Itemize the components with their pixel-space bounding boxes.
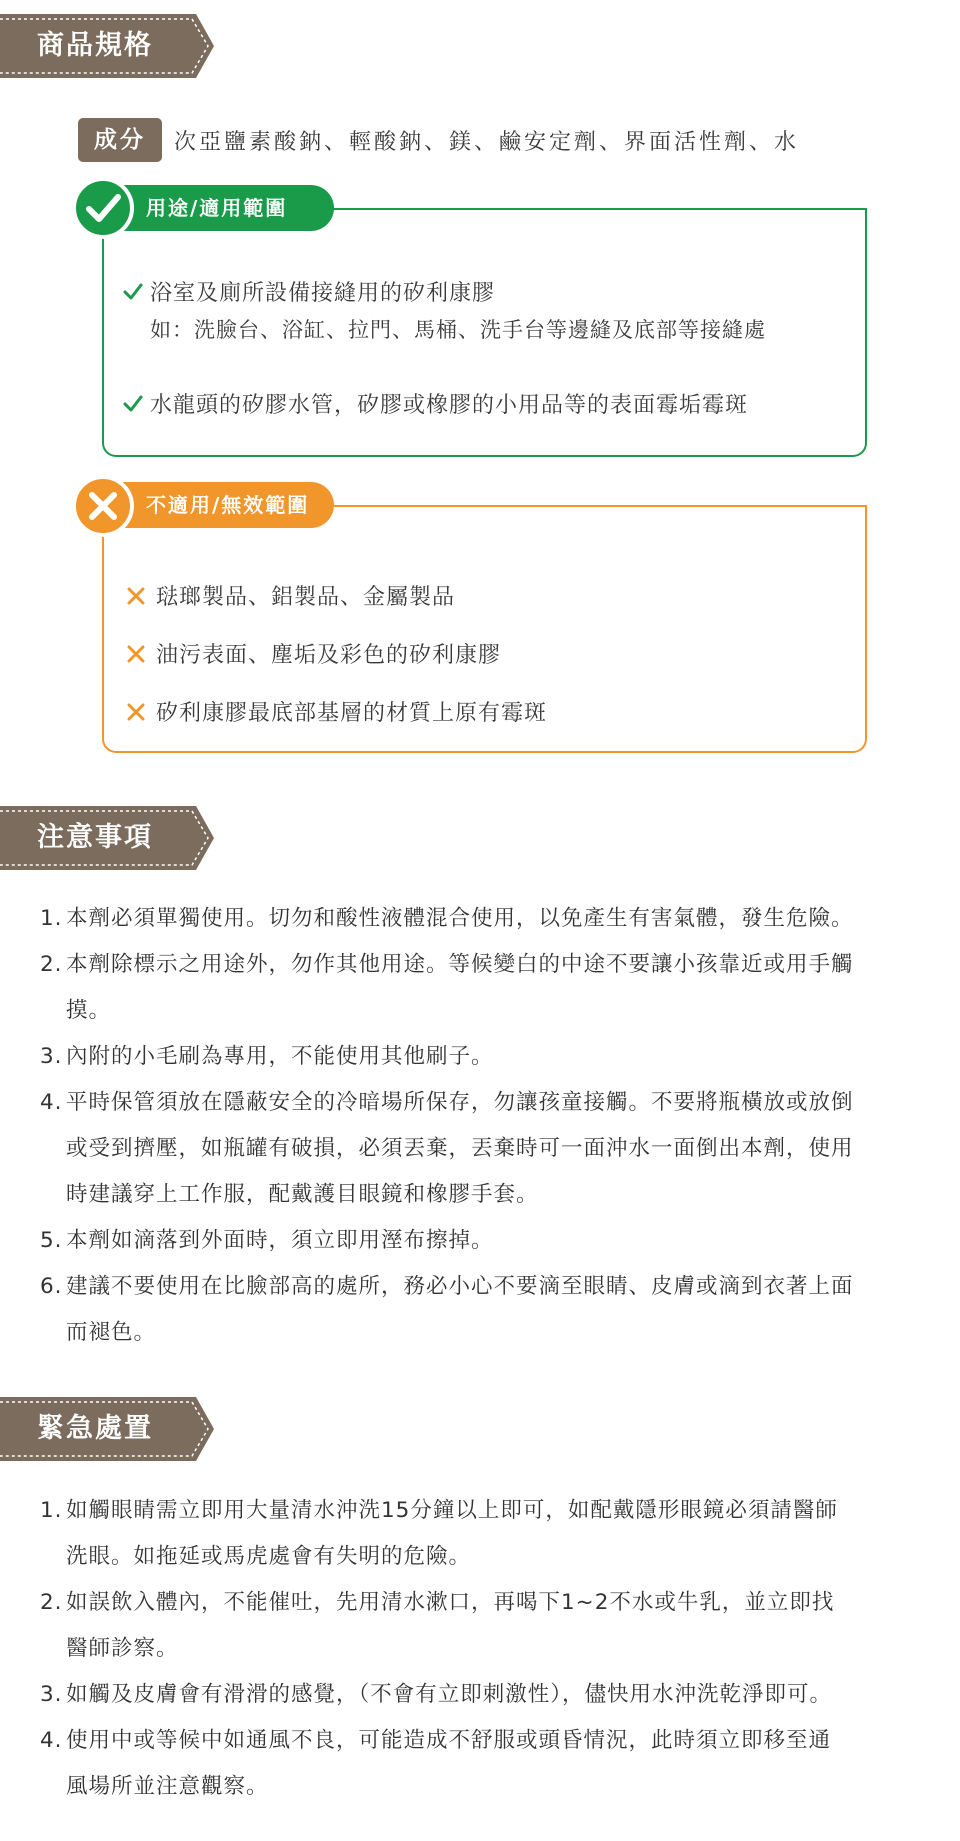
applicable-item-1-line2: 如：洗臉台、浴缸、拉門、馬桶、洗手台等邊縫及底部等接縫處 (150, 318, 766, 342)
check-mark-icon (122, 392, 144, 414)
applicable-item-1-line1: 浴室及廁所設備接縫用的矽利康膠 (150, 281, 496, 306)
emergency-num: 3. (40, 1682, 63, 1707)
not-applicable-box-top-border (300, 505, 867, 507)
cross-mark-icon (125, 585, 147, 607)
emergency-section-title: 緊急處置 (37, 1413, 153, 1444)
caution-item-1 (40, 896, 940, 942)
emergency-text: 如觸眼睛需立即用大量清水沖洗15分鐘以上即可，如配戴隱形眼鏡必須請醫師 (66, 1498, 838, 1523)
spec-section-title: 商品規格 (37, 30, 153, 61)
not-applicable-item-3: 矽利康膠最底部基層的材質上原有霉斑 (156, 701, 548, 726)
emergency-item-3 (40, 1672, 940, 1718)
caution-text: 建議不要使用在比臉部高的處所，務必小心不要滴至眼睛、皮膚或滴到衣著上面 (66, 1274, 854, 1299)
caution-text: 本劑除標示之用途外，勿作其他用途。等候變白的中途不要讓小孩靠近或用手觸 (66, 952, 854, 977)
emergency-text: 如觸及皮膚會有滑滑的感覺，（不會有立即刺激性），儘快用水沖洗乾淨即可。 (66, 1682, 833, 1707)
emergency-item-2 (40, 1580, 940, 1672)
applicable-item-2: 水龍頭的矽膠水管，矽膠或橡膠的小用品等的表面霉垢霉斑 (150, 393, 749, 418)
cautions-section-header (0, 806, 216, 870)
caution-text-cont: 時建議穿上工作服，配戴護目眼鏡和橡膠手套。 (66, 1182, 539, 1207)
caution-item-3 (40, 1034, 940, 1080)
emergency-text: 如誤飲入體內，不能催吐，先用清水漱口，再喝下1~2不水或牛乳，並立即找 (66, 1590, 835, 1615)
caution-text: 內附的小毛刷為專用，不能使用其他刷子。 (66, 1044, 494, 1069)
ingredients-label: 成分 (78, 118, 162, 162)
emergency-section-header (0, 1397, 216, 1461)
caution-text-cont: 摸。 (66, 998, 112, 1023)
not-applicable-item-1: 琺瑯製品、鋁製品、金屬製品 (156, 585, 456, 610)
emergency-text-cont: 醫師診察。 (66, 1636, 179, 1661)
emergency-num: 2. (40, 1590, 63, 1615)
ingredients-row (78, 118, 799, 162)
caution-item-6 (40, 1264, 940, 1356)
caution-num: 1. (40, 906, 63, 931)
cross-circle-icon (72, 475, 134, 537)
emergency-item-4 (40, 1718, 940, 1810)
cross-mark-icon (125, 701, 147, 723)
check-mark-icon (122, 280, 144, 302)
spec-section-header (0, 14, 216, 78)
caution-num: 4. (40, 1090, 63, 1115)
emergency-text-cont: 洗眼。如拖延或馬虎處會有失明的危險。 (66, 1544, 472, 1569)
check-icon (76, 181, 130, 235)
cautions-section-title: 注意事項 (37, 822, 153, 853)
applicable-label: 用途/適用範圍 (146, 196, 288, 220)
emergency-item-1 (40, 1488, 940, 1580)
emergency-num: 4. (40, 1728, 63, 1753)
caution-text-cont: 而褪色。 (66, 1320, 157, 1345)
applicable-label-pill (120, 185, 334, 231)
cross-mark-icon (125, 643, 147, 665)
emergency-text: 使用中或等候中如通風不良，可能造成不舒服或頭昏情況，此時須立即移至通 (66, 1728, 832, 1753)
caution-text: 本劑必須單獨使用。切勿和酸性液體混合使用，以免產生有害氣體，發生危險。 (66, 906, 854, 931)
emergency-num: 1. (40, 1498, 63, 1523)
emergency-text-cont: 風場所並注意觀察。 (66, 1774, 269, 1799)
caution-item-4 (40, 1080, 940, 1218)
caution-item-2 (40, 942, 940, 1034)
check-circle-icon (72, 177, 134, 239)
not-applicable-label-pill (120, 482, 334, 528)
caution-num: 5. (40, 1228, 63, 1253)
ingredients-text: 次亞鹽素酸鈉、輕酸鈉、鎂、鹼安定劑、界面活性劑、水 (174, 129, 800, 155)
caution-num: 6. (40, 1274, 63, 1299)
not-applicable-label: 不適用/無效範圍 (146, 493, 310, 517)
caution-item-5 (40, 1218, 940, 1264)
not-applicable-item-2: 油污表面、塵垢及彩色的矽利康膠 (156, 643, 502, 668)
caution-num: 2. (40, 952, 63, 977)
caution-text: 本劑如滴落到外面時，須立即用溼布擦掉。 (66, 1228, 494, 1253)
cross-icon (76, 479, 130, 533)
caution-num: 3. (40, 1044, 63, 1069)
caution-text-cont: 或受到擠壓，如瓶罐有破損，必須丟棄，丟棄時可一面沖水一面倒出本劑，使用 (66, 1136, 854, 1161)
caution-text: 平時保管須放在隱蔽安全的冷暗場所保存，勿讓孩童接觸。不要將瓶橫放或放倒 (66, 1090, 854, 1115)
